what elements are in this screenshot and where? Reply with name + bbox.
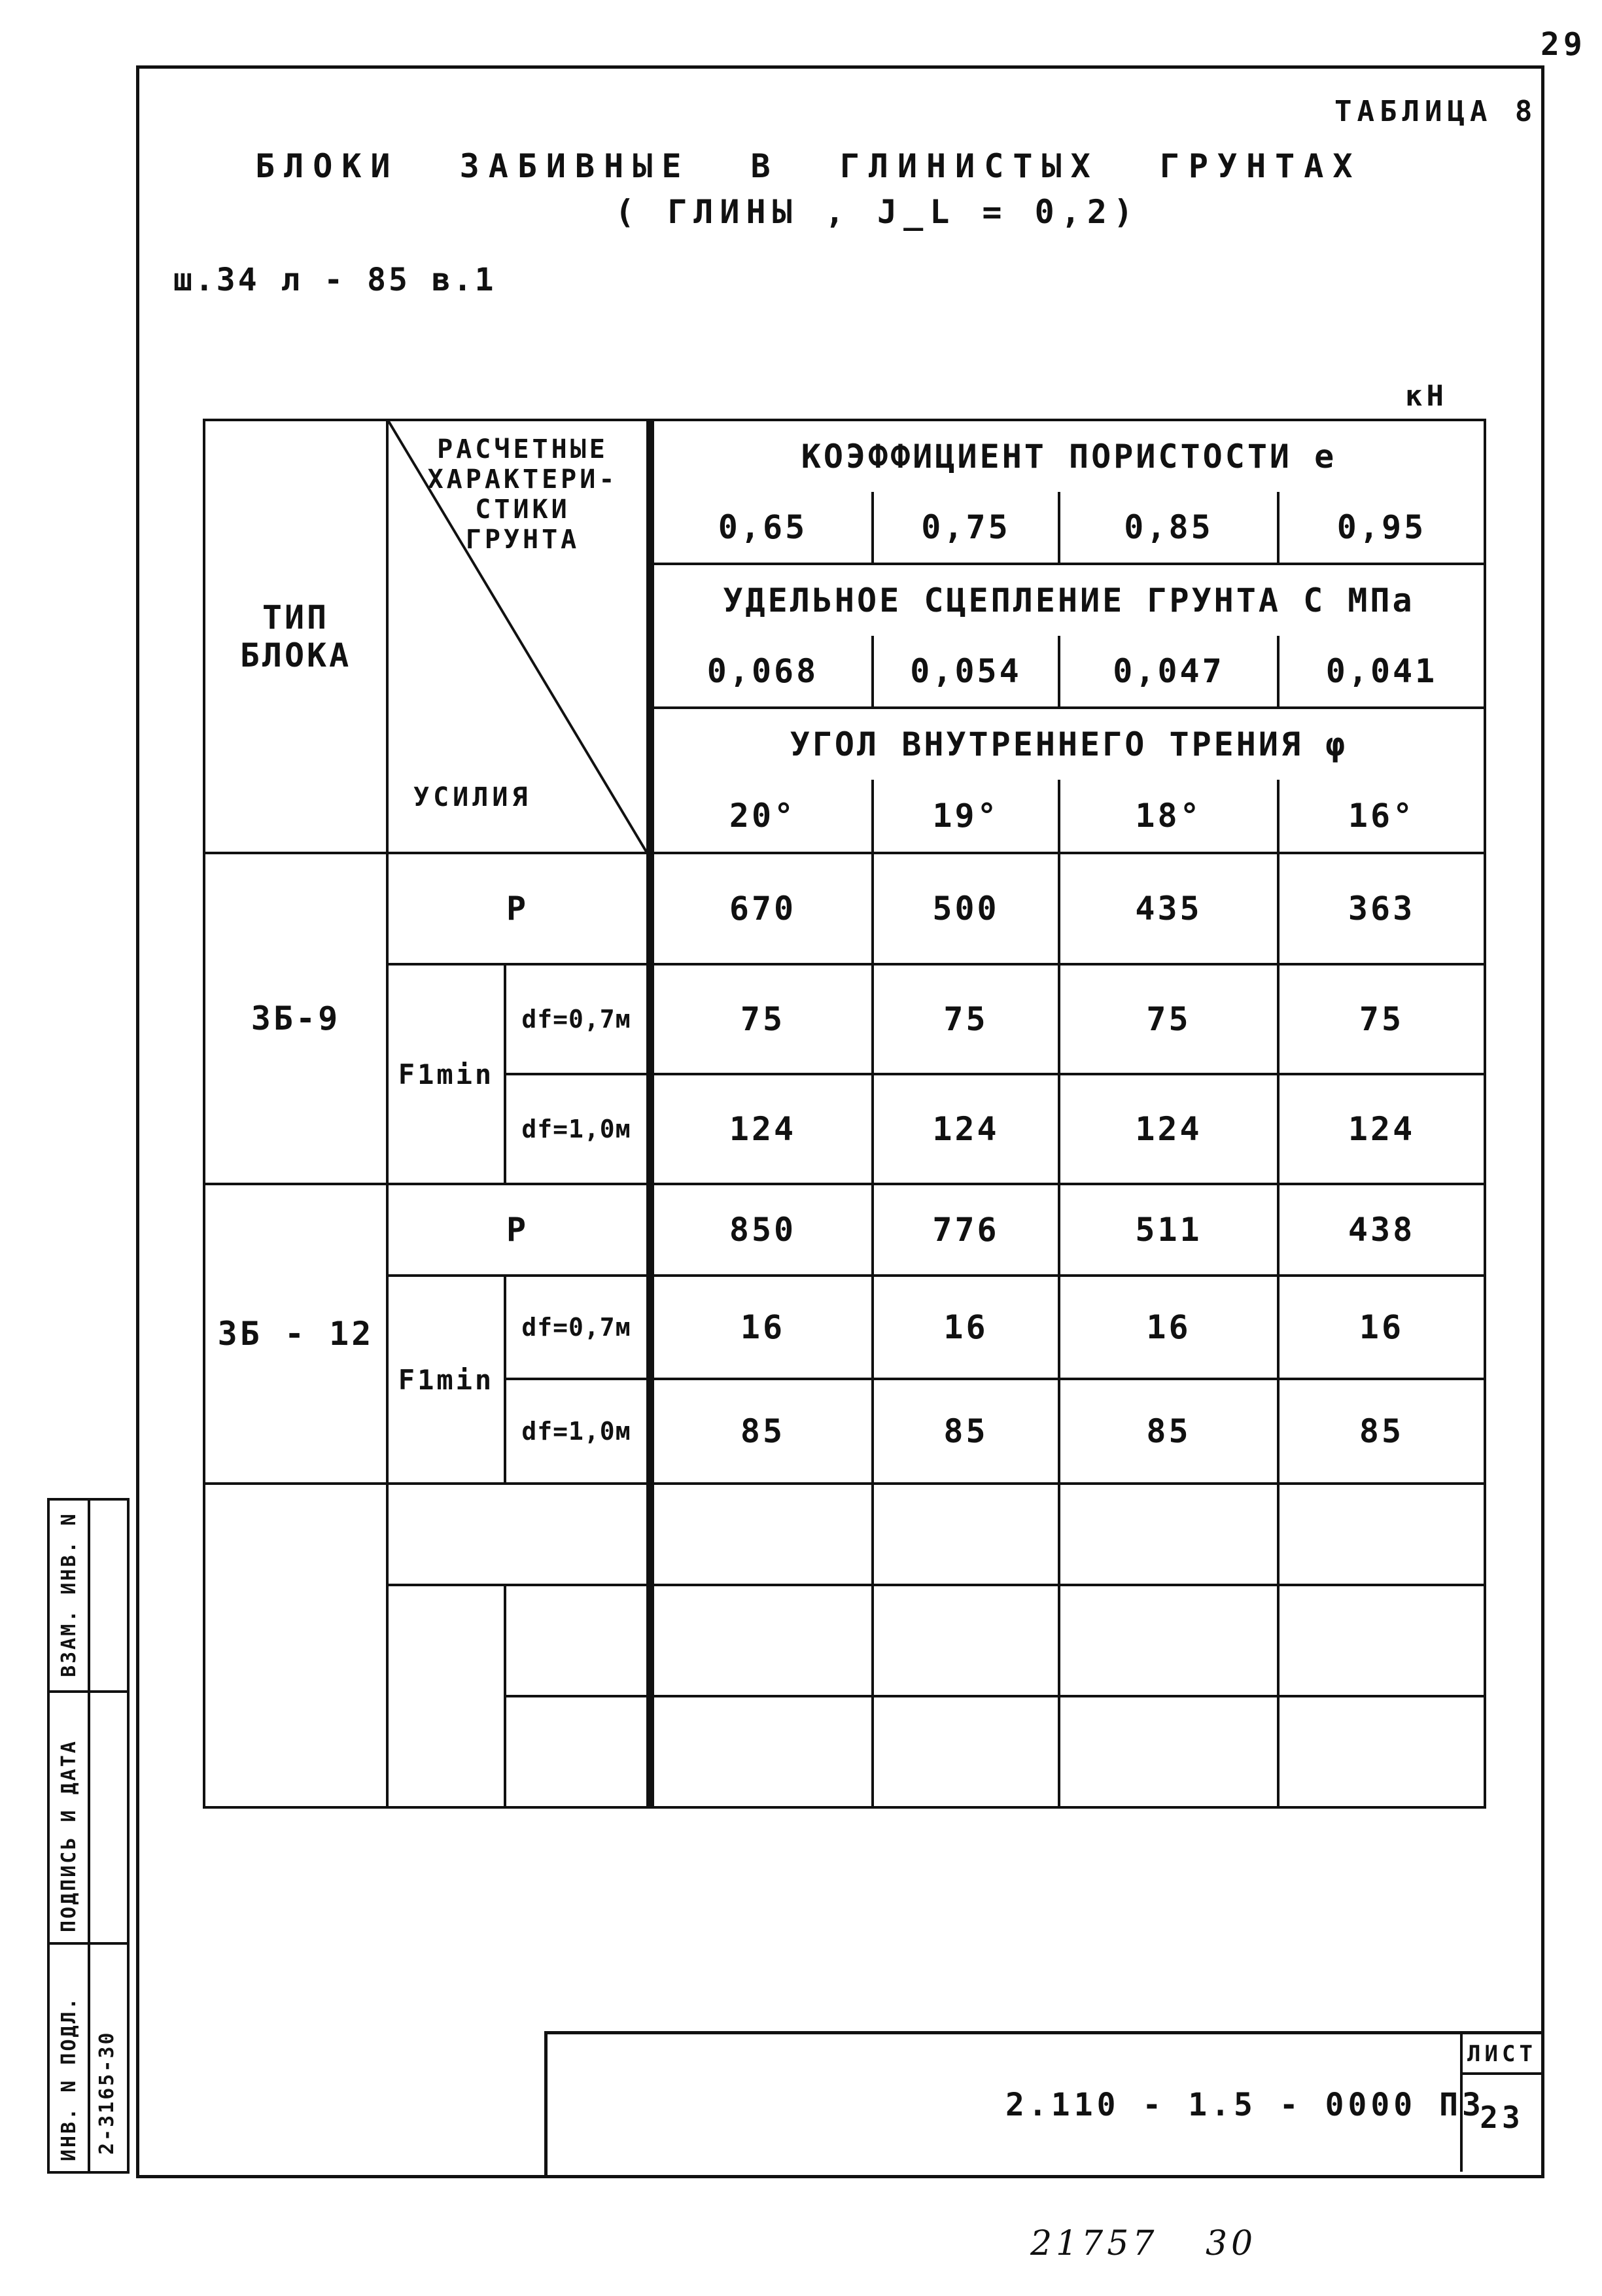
table-label: ТАБЛИЦА 8 xyxy=(1334,95,1538,128)
force-p-label: P xyxy=(387,853,650,964)
table-cell: 85 xyxy=(873,1379,1059,1484)
table-cell: 363 xyxy=(1278,853,1485,964)
porosity-value: 0,65 xyxy=(650,492,873,564)
cohesion-value: 0,054 xyxy=(873,636,1059,708)
empty-cell xyxy=(873,1484,1059,1585)
depth-label: df=1,0м xyxy=(505,1074,650,1184)
cohesion-value: 0,047 xyxy=(1059,636,1278,708)
empty-cell xyxy=(650,1484,873,1585)
cohesion-value: 0,041 xyxy=(1278,636,1485,708)
forces-label: УСИЛИЯ xyxy=(413,782,532,812)
block-type: 3Б - 12 xyxy=(204,1184,387,1484)
table-cell: 16 xyxy=(1278,1276,1485,1379)
empty-cell xyxy=(1278,1696,1485,1807)
force-f-label: F1min xyxy=(387,964,505,1184)
series-code: ш.34 л - 85 в.1 xyxy=(173,262,496,298)
table-cell: 85 xyxy=(650,1379,873,1484)
porosity-value: 0,95 xyxy=(1278,492,1485,564)
inv-podl-value: 2-3165-30 xyxy=(96,2030,118,2155)
stamp-column xyxy=(47,1498,130,2174)
empty-cell xyxy=(1059,1696,1278,1807)
friction-value: 18° xyxy=(1059,780,1278,853)
cohesion-label: УДЕЛЬНОЕ СЦЕПЛЕНИЕ ГРУНТА С МПа xyxy=(650,564,1485,636)
sheet-label: ЛИСТ xyxy=(1463,2041,1541,2075)
empty-cell xyxy=(650,1585,873,1696)
table-cell: 85 xyxy=(1059,1379,1278,1484)
friction-value: 19° xyxy=(873,780,1059,853)
empty-cell xyxy=(873,1696,1059,1807)
diagonal-header xyxy=(387,420,650,853)
porosity-value: 0,75 xyxy=(873,492,1059,564)
sheet-number: 23 xyxy=(1480,2100,1524,2135)
table-cell: 85 xyxy=(1278,1379,1485,1484)
empty-cell xyxy=(1278,1585,1485,1696)
empty-cell xyxy=(387,1585,505,1807)
vzam-inv-label: ВЗАМ. ИНВ. N xyxy=(58,1512,80,1677)
table-cell: 124 xyxy=(1278,1074,1485,1184)
empty-cell xyxy=(387,1484,650,1585)
empty-cell xyxy=(204,1484,387,1807)
table-cell: 500 xyxy=(873,853,1059,964)
depth-label: df=0,7м xyxy=(505,1276,650,1379)
table-cell: 435 xyxy=(1059,853,1278,964)
porosity-value: 0,85 xyxy=(1059,492,1278,564)
signature-date-label: ПОДПИСЬ И ДАТА xyxy=(58,1739,80,1932)
cohesion-value: 0,068 xyxy=(650,636,873,708)
table-cell: 124 xyxy=(873,1074,1059,1184)
table-cell: 75 xyxy=(650,964,873,1074)
table-cell: 75 xyxy=(1059,964,1278,1074)
table-cell: 124 xyxy=(650,1074,873,1184)
friction-value: 16° xyxy=(1278,780,1485,853)
empty-cell xyxy=(1059,1484,1278,1585)
table-cell: 75 xyxy=(1278,964,1485,1074)
data-table xyxy=(203,419,1486,1809)
table-cell: 124 xyxy=(1059,1074,1278,1184)
table-cell: 511 xyxy=(1059,1184,1278,1276)
table-cell: 16 xyxy=(1059,1276,1278,1379)
empty-cell xyxy=(873,1585,1059,1696)
page-title: БЛОКИ ЗАБИВНЫЕ В ГЛИНИСТЫХ ГРУНТАХ xyxy=(255,147,1362,185)
empty-cell xyxy=(1059,1585,1278,1696)
empty-cell xyxy=(650,1696,873,1807)
depth-label: df=0,7м xyxy=(505,964,650,1074)
table-cell: 850 xyxy=(650,1184,873,1276)
table-cell: 670 xyxy=(650,853,873,964)
friction-label: УГОЛ ВНУТРЕННЕГО ТРЕНИЯ φ xyxy=(650,708,1485,780)
depth-label: df=1,0м xyxy=(505,1379,650,1484)
unit-label: кН xyxy=(1405,379,1448,413)
porosity-label: КОЭФФИЦИЕНТ ПОРИСТОСТИ e xyxy=(650,420,1485,492)
table-cell: 776 xyxy=(873,1184,1059,1276)
block-type-header: ТИП БЛОКА xyxy=(204,420,387,853)
block-type: 3Б-9 xyxy=(204,853,387,1184)
table-cell: 16 xyxy=(650,1276,873,1379)
empty-cell xyxy=(1278,1484,1485,1585)
table-cell: 16 xyxy=(873,1276,1059,1379)
empty-cell xyxy=(505,1696,650,1807)
table-cell: 75 xyxy=(873,964,1059,1074)
page-subtitle: ( ГЛИНЫ , J_L = 0,2) xyxy=(615,193,1140,231)
archive-number: 21757 30 xyxy=(1030,2224,1257,2263)
sheet-box xyxy=(1460,2034,1541,2172)
page-number: 29 xyxy=(1541,26,1586,63)
friction-value: 20° xyxy=(650,780,873,853)
title-block xyxy=(544,2031,1541,2175)
empty-cell xyxy=(505,1585,650,1696)
table-cell: 438 xyxy=(1278,1184,1485,1276)
force-p-label: P xyxy=(387,1184,650,1276)
document-number: 2.110 - 1.5 - 0000 ПЗ xyxy=(1005,2087,1485,2123)
inv-podl-label: ИНВ. N ПОДЛ. xyxy=(58,1996,80,2161)
soil-characteristics-label: РАСЧЕТНЫЕ ХАРАКТЕРИ- СТИКИ ГРУНТА xyxy=(427,434,618,555)
force-f-label: F1min xyxy=(387,1276,505,1484)
